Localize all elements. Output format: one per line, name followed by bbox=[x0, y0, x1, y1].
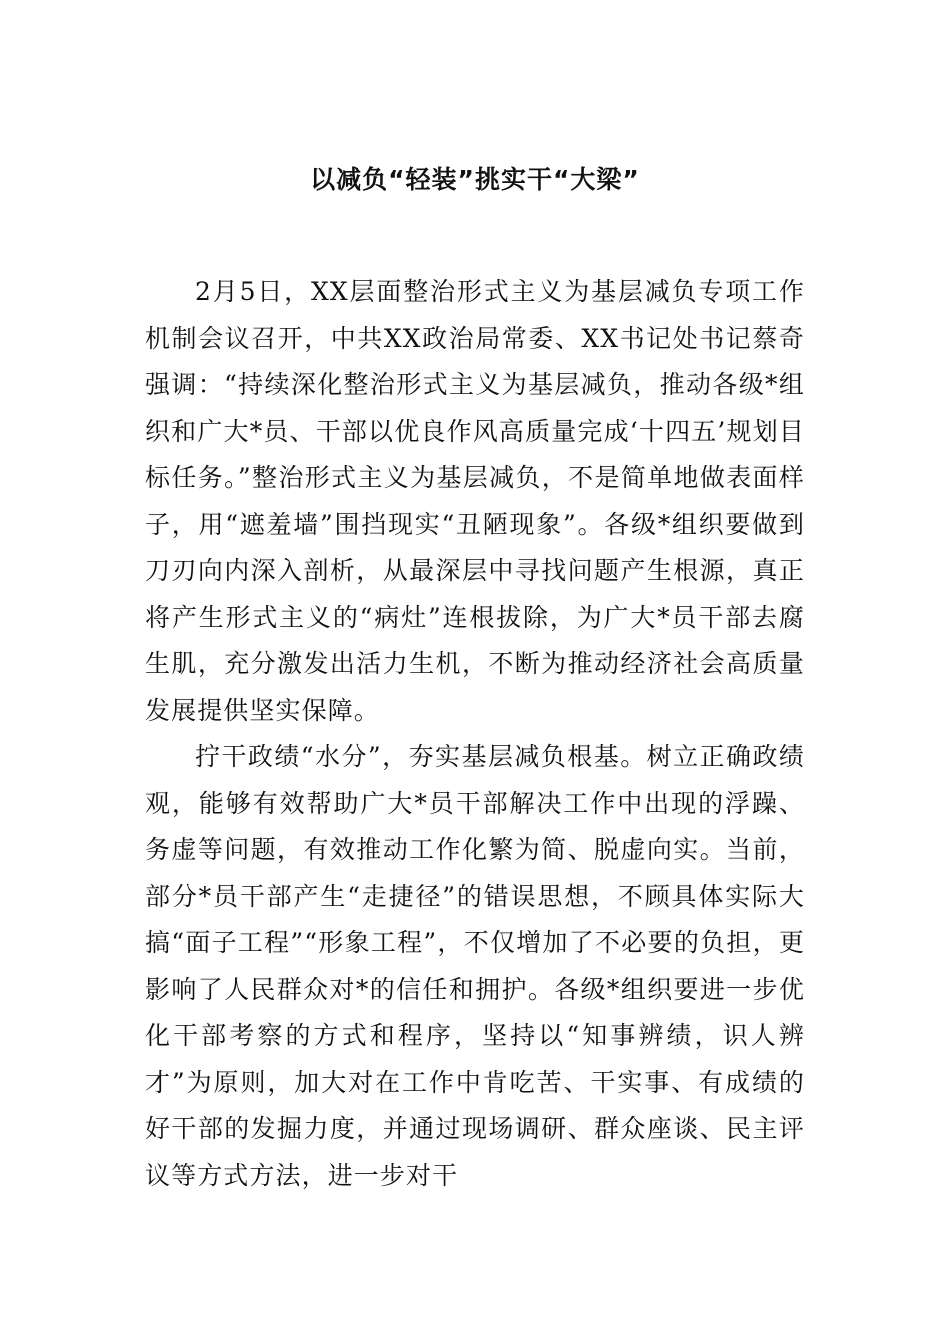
paragraph-2: 拧干政绩“水分”，夯实基层减负根基。树立正确政绩观，能够有效帮助广大*员干部解决工作中出现的浮躁、务虚等问题，有效推动工作化繁为简、脱虚向实。当前，部分*员干部产生“走捷径”的错误思想，不顾具体实际大搞“面子工程”“形象工程”，不仅增加了不必要的负担，更影响了人民群众对*的信任和拥护。各级*组织要进一步优化干部考察的方式和程序，坚持以“知事辨绩，识人辨才”为原则，加大对在工作中肯吃苦、干实事、有成绩的好干部的发掘力度，并通过现场调研、群众座谈、民主评议等方式方法，进一步对干 bbox=[145, 742, 805, 1190]
paragraph-1: 2月5日，XX层面整治形式主义为基层减负专项工作机制会议召开，中共XX政治局常委、XX书记处书记蔡奇强调：“持续深化整治形式主义为基层减负，推动各级*组织和广大*员、干部以优良作风高质量完成‘十四五’规划目标任务。”整治形式主义为基层减负，不是简单地做表面样子，用“遮羞墙”围挡现实“丑陋现象”。各级*组织要做到刀刃向内深入剖析，从最深层中寻找问题产生根源，真正将产生形式主义的“病灶”连根拔除，为广大*员干部去腐生肌，充分激发出活力生机，不断为推动经济社会高质量发展提供坚实保障。 bbox=[145, 277, 805, 725]
document-title: 以减负“轻装”挑实干“大梁” bbox=[310, 165, 640, 194]
document-body bbox=[145, 269, 805, 1199]
